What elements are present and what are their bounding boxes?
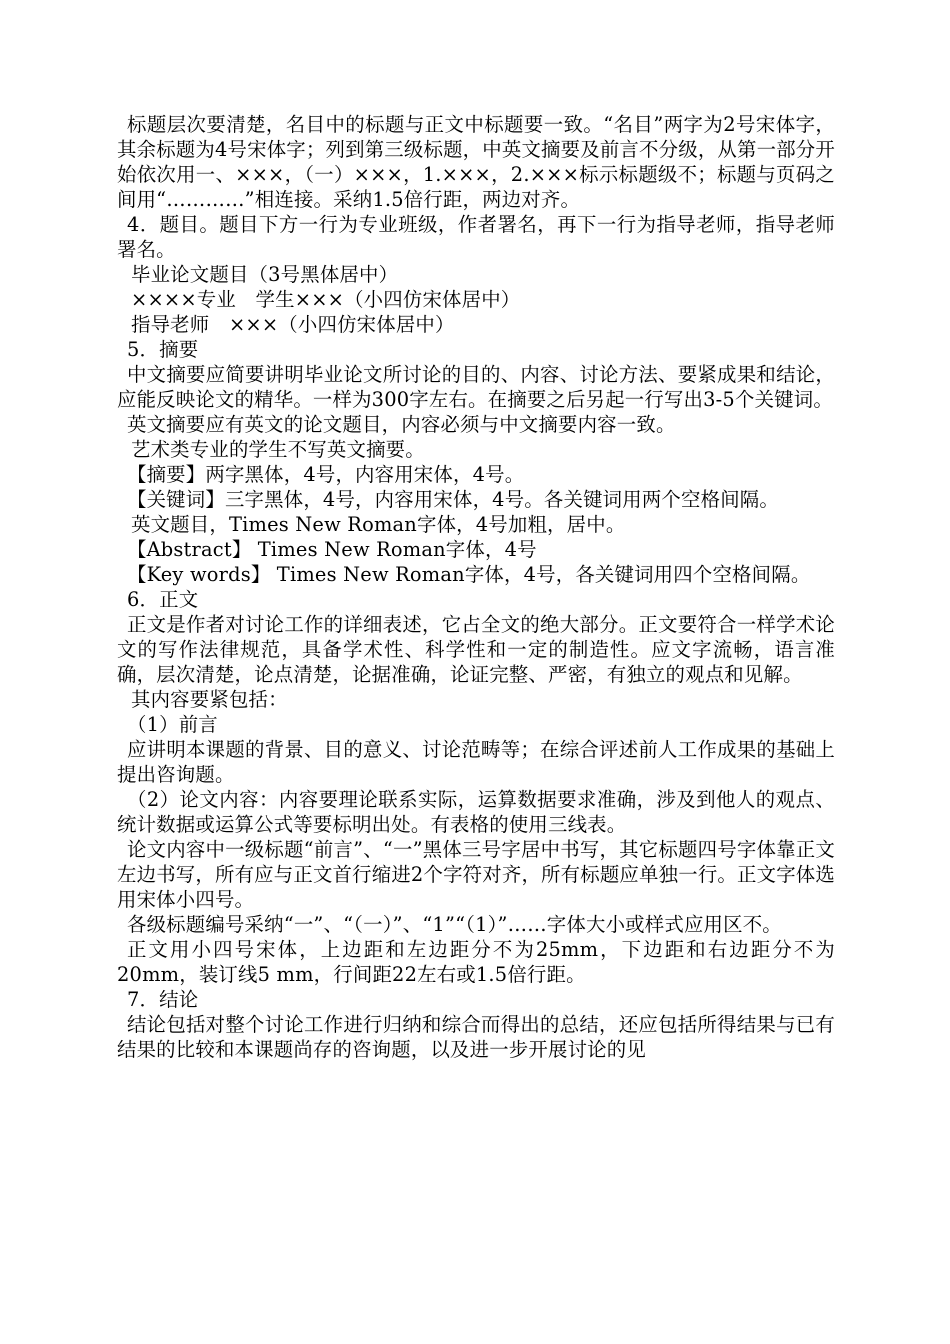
- paragraph-major-student: ××××专业 学生×××（小四仿宋体居中）: [131, 288, 521, 311]
- paragraph-conclusion: 结论包括对整个讨论工作进行归纳和综合而得出的总结，还应包括所得结果与已有结果的比较和本课题尚存的咨询题，以及进一步开展讨论的见: [117, 1013, 835, 1061]
- paragraph-english-abstract: 英文摘要应有英文的论文题目，内容必须与中文摘要内容一致。: [127, 413, 676, 436]
- paragraph-abstract-format: 【摘要】两字黑体，4号，内容用宋体，4号。: [127, 463, 525, 486]
- paragraph-advisor: 指导老师 ×××（小四仿宋体居中）: [131, 313, 455, 336]
- paragraph-chinese-abstract: 中文摘要应简要讲明毕业论文所讨论的目的、内容、讨论方法、要紧成果和结论，应能反映论文的精华。一样为300字左右。在摘要之后另起一行写出3-5个关键词。: [117, 363, 835, 411]
- section-heading-abstract: 5．摘要: [127, 338, 199, 361]
- paragraph-body-description: 正文是作者对讨论工作的详细表述，它占全文的绝大部分。正文要符合一样学术论文的写作法律规范，具备学术性、科学性和一定的制造性。应文字流畅，语言准确，层次清楚，论点清楚，论据准确，论证完整、严密，有独立的观点和见解。: [117, 613, 835, 686]
- paragraph-heading-format: 论文内容中一级标题“前言”、“一”黑体三号字居中书写，其它标题四号字体靠正文左边书写，所有应与正文首行缩进2个字符对齐，所有标题应单独一行。正文字体选用宋体小四号。: [117, 838, 835, 911]
- paragraph-page-margins: 正文用小四号宋体，上边距和左边距分不为25mm，下边距和右边距分不为20mm，装订线5 mm，行间距22左右或1.5倍行距。: [117, 938, 835, 986]
- paragraph-body-contents: 其内容要紧包括：: [131, 688, 288, 711]
- paragraph-keywords-format: 【关键词】三字黑体，4号，内容用宋体，4号。各关键词用两个空格间隔。: [127, 488, 779, 511]
- paragraph-title-example: 毕业论文题目（3号黑体居中）: [131, 263, 399, 286]
- paragraph-abstract-en-format: 【Abstract】 Times New Roman字体，4号: [127, 538, 537, 561]
- subheading-preface: （1）前言: [127, 713, 218, 736]
- paragraph-thesis-content: （2）论文内容：内容要理论联系实际，运算数据要求准确，涉及到他人的观点、统计数据或运算公式等要标明出处。有表格的使用三线表。: [117, 788, 835, 836]
- paragraph-heading-numbering: 各级标题编号采纳“一”、“（一）”、“1”“（1）”……字体大小或样式应用区不。: [127, 913, 782, 936]
- section-heading-title: 4．题目。题目下方一行为专业班级，作者署名，再下一行为指导老师，指导老师署名。: [117, 213, 835, 261]
- paragraph-preface: 应讲明本课题的背景、目的意义、讨论范畴等；在综合评述前人工作成果的基础上提出咨询题。: [117, 738, 835, 786]
- section-heading-conclusion: 7．结论: [127, 988, 199, 1011]
- paragraph-toc-format: 标题层次要清楚，名目中的标题与正文中标题要一致。“名目”两字为2号宋体字，其余标题为4号宋体字；列到第三级标题，中英文摘要及前言不分级，从第一部分开始依次用一、×××，（一）×××，1.×××，2.×××标示标题级不；标题与页码之间用“…………”相连接。采纳1.5倍行距，两边对齐。: [117, 113, 835, 211]
- document-page: [117, 112, 835, 1062]
- paragraph-keywords-en-format: 【Key words】 Times New Roman字体，4号，各关键词用四个空格间隔。: [127, 563, 811, 586]
- paragraph-english-title-format: 英文题目，Times New Roman字体，4号加粗，居中。: [131, 513, 626, 536]
- section-heading-body: 6．正文: [127, 588, 199, 611]
- paragraph-art-majors: 艺术类专业的学生不写英文摘要。: [131, 438, 425, 461]
